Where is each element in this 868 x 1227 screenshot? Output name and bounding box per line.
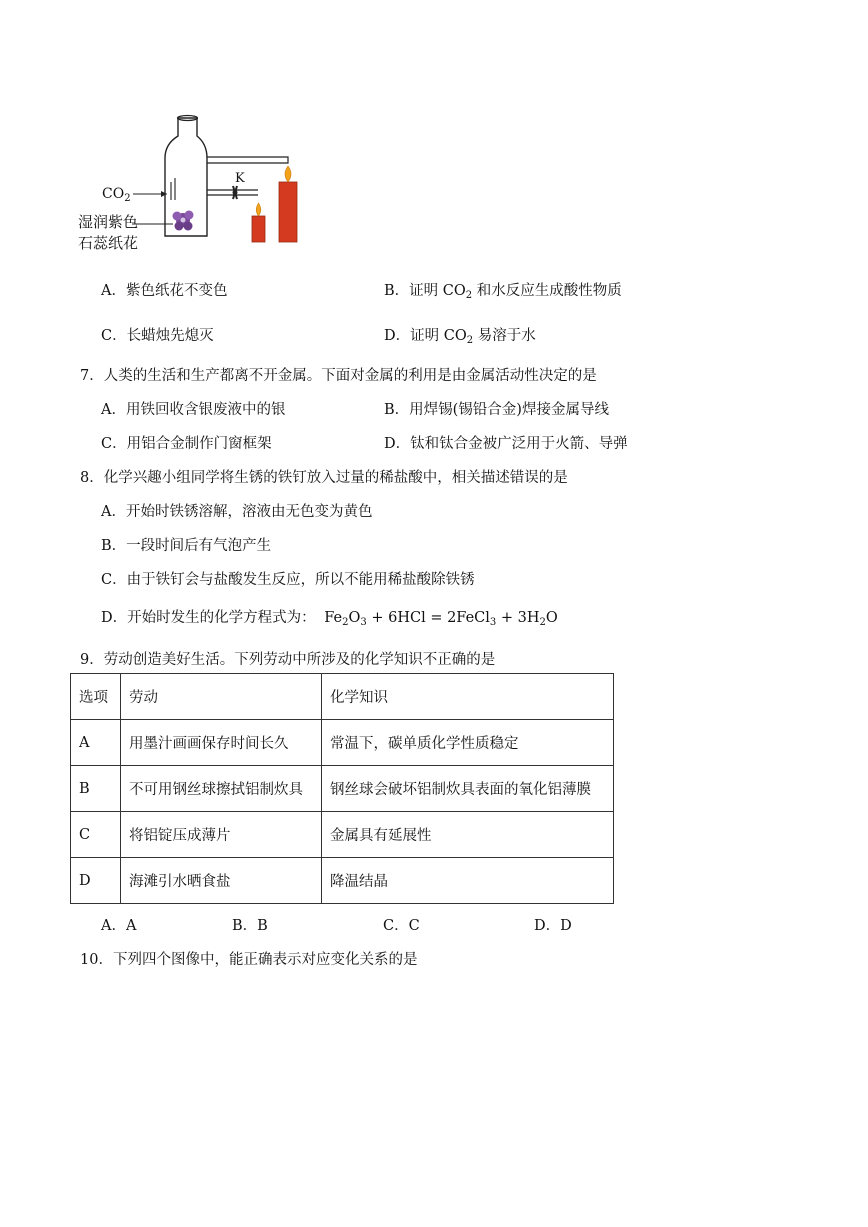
table-row xyxy=(71,858,614,904)
table-cell: D xyxy=(71,858,121,904)
table-cell: 将铝锭压成薄片 xyxy=(121,812,322,858)
q9-option-c[interactable]: C．C xyxy=(383,918,420,934)
q7-stem: 7．人类的生活和生产都离不开金属。下面对金属的利用是由金属活动性决定的是 xyxy=(80,368,597,384)
q8-option-a[interactable]: A．开始时铁锈溶解，溶液由无色变为黄色 xyxy=(101,504,373,520)
table-cell: C xyxy=(71,812,121,858)
q9-option-d[interactable]: D．D xyxy=(534,918,572,934)
q7-option-a[interactable]: A．用铁回收含银废液中的银 xyxy=(101,402,286,418)
table-row xyxy=(71,720,614,766)
table-header-cell: 化学知识 xyxy=(322,674,614,720)
q9-option-b[interactable]: B．B xyxy=(232,918,268,934)
q7-option-c[interactable]: C．用铝合金制作门窗框架 xyxy=(101,436,272,452)
table-cell: A xyxy=(71,720,121,766)
q7-option-d[interactable]: D．钛和钛合金被广泛用于火箭、导弹 xyxy=(384,436,628,452)
table-header-row xyxy=(71,674,614,720)
table-cell: 不可用钢丝球擦拭铝制炊具 xyxy=(121,766,322,812)
table-cell: 用墨汁画画保存时间长久 xyxy=(121,720,322,766)
q6-option-d[interactable]: D．证明 $CO_2$ 易溶于水 xyxy=(384,328,536,346)
inlet-tube xyxy=(171,178,175,200)
q8-equation: $Fe_2O_3 + 6HCl$ = 2FeCl$_3$ + $3H_2O$ xyxy=(324,610,558,628)
tall-candle-icon xyxy=(279,166,297,242)
table-row xyxy=(71,812,614,858)
valve-k-icon xyxy=(233,186,238,199)
q6-option-b[interactable]: B．证明 $CO_2$ 和水反应生成酸性物质 xyxy=(384,283,622,301)
flower-label-line1: 湿润紫色 xyxy=(78,213,139,231)
table-cell: 金属具有延展性 xyxy=(322,812,614,858)
q10-stem: 10．下列四个图像中，能正确表示对应变化关系的是 xyxy=(80,952,418,968)
q7-option-b[interactable]: B．用焊锡(锡铅合金)焊接金属导线 xyxy=(384,402,609,418)
q8-stem: 8．化学兴趣小组同学将生锈的铁钉放入过量的稀盐酸中，相关描述错误的是 xyxy=(80,470,568,486)
table-header-cell: 劳动 xyxy=(121,674,322,720)
flower-label-line2: 石蕊纸花 xyxy=(78,234,139,252)
outlet-tube-top xyxy=(207,157,288,163)
q9-table xyxy=(70,673,614,904)
litmus-flower-icon xyxy=(173,211,194,231)
short-candle-icon xyxy=(252,203,265,242)
table-header-cell: 选项 xyxy=(71,674,121,720)
q8-option-c[interactable]: C．由于铁钉会与盐酸发生反应，所以不能用稀盐酸除铁锈 xyxy=(101,572,475,588)
table-cell: 降温结晶 xyxy=(322,858,614,904)
q6-option-a[interactable]: A．紫色纸花不变色 xyxy=(101,283,228,299)
table-cell: 常温下，碳单质化学性质稳定 xyxy=(322,720,614,766)
q6-option-c[interactable]: C．长蜡烛先熄灭 xyxy=(101,328,214,344)
table-cell: 钢丝球会破坏铝制炊具表面的氧化铝薄膜 xyxy=(322,766,614,812)
co2-label: $CO_2$ xyxy=(102,186,131,204)
q8-option-b[interactable]: B．一段时间后有气泡产生 xyxy=(101,538,272,554)
valve-label: K xyxy=(235,171,245,186)
q9-option-a[interactable]: A．A xyxy=(101,918,137,934)
table-cell: 海滩引水晒食盐 xyxy=(121,858,322,904)
table-cell: B xyxy=(71,766,121,812)
table-row xyxy=(71,766,614,812)
q9-stem: 9．劳动创造美好生活。下列劳动中所涉及的化学知识不正确的是 xyxy=(80,652,496,668)
q8-option-d[interactable]: D．开始时发生的化学方程式为： $Fe_2O_3 + 6HCl$ = 2FeCl$_3$ + $3H_2O$ xyxy=(101,610,558,628)
